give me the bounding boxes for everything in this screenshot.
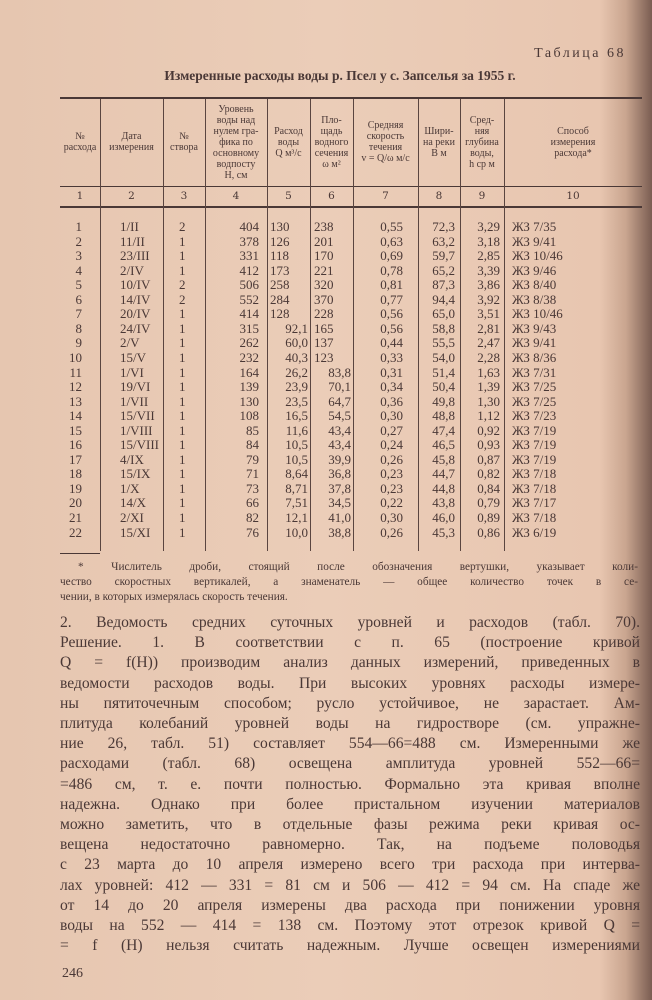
body-line: Q = f(H)) производим анализ данных измерений, приведенных в	[60, 654, 640, 672]
table-cell: 51,4	[432, 364, 455, 380]
table-row	[60, 366, 642, 381]
table-cell: 1	[179, 335, 186, 351]
table-cell: 0,79	[477, 495, 500, 511]
table-cell: ЖЗ 7/19	[512, 451, 557, 467]
table-cell: 2/IV	[120, 262, 144, 278]
table-cell: 23,5	[285, 393, 308, 409]
table-row	[60, 467, 642, 482]
table-cell: 64,7	[328, 393, 351, 409]
table-cell: 258	[270, 277, 290, 293]
table-cell: 2	[179, 291, 186, 307]
column-number: 9	[478, 190, 486, 202]
table-cell: 201	[314, 233, 334, 249]
column-number: 6	[328, 190, 335, 202]
table-cell: 506	[239, 277, 259, 293]
table-row	[60, 351, 642, 366]
column-header: Средняя скорость течения v = Q/ω м/с	[361, 120, 410, 164]
table-cell: 15/IX	[120, 466, 151, 482]
table-cell: 0,86	[477, 524, 500, 540]
table-cell: 8,64	[285, 466, 308, 482]
table-cell: 14	[69, 408, 82, 424]
table-cell: 83,8	[328, 364, 351, 380]
table-cell: 3,86	[477, 277, 500, 293]
table-cell: 43,4	[328, 437, 351, 453]
table-cell: 3	[75, 248, 82, 264]
table-cell: 45,3	[432, 524, 455, 540]
table-cell: 3,92	[477, 291, 500, 307]
table-cell: 58,8	[432, 320, 455, 336]
table-bottom-rule	[60, 553, 100, 554]
table-cell: 2,85	[477, 248, 500, 264]
table-cell: 1	[179, 364, 186, 380]
body-line: лах уровней: 412 — 331 = 81 см и 506 — 412 = 94 см. На спаде же	[60, 876, 640, 894]
table-row	[60, 511, 642, 526]
table-row	[60, 336, 642, 351]
table-cell: 0,33	[380, 349, 403, 365]
number-row-rule	[60, 206, 642, 208]
table-cell: 16,5	[285, 408, 308, 424]
table-cell: 126	[270, 233, 290, 249]
table-cell: 10,5	[285, 451, 308, 467]
table-cell: 15/V	[120, 349, 146, 365]
table-cell: 2,47	[477, 335, 500, 351]
column-number: 7	[382, 190, 389, 202]
table-cell: 15	[69, 422, 82, 438]
table-cell: 84	[246, 437, 259, 453]
table-cell: 34,5	[328, 495, 351, 511]
table-cell: 72,3	[432, 219, 455, 234]
table-cell: 23/III	[120, 248, 150, 264]
table-cell: 0,77	[380, 291, 403, 307]
table-cell: 12	[69, 379, 82, 395]
table-row	[60, 307, 642, 322]
table-cell: 0,55	[380, 219, 403, 234]
table-cell: 1,30	[477, 393, 500, 409]
table-cell: 130	[270, 219, 290, 234]
table-cell: 1/VII	[120, 393, 149, 409]
table-cell: 2,81	[477, 320, 500, 336]
table-row	[60, 395, 642, 410]
table-cell: 20/IV	[120, 306, 151, 322]
table-cell: 137	[314, 335, 334, 351]
body-line: ние 26, табл. 51) составляет 554—66=488 см. Измеренными же	[60, 735, 640, 753]
table-cell: 13	[69, 393, 82, 409]
table-cell: 0,30	[380, 510, 403, 525]
table-cell: ЖЗ 7/25	[512, 379, 557, 395]
table-cell: 0,89	[477, 510, 500, 525]
table-cell: 1/X	[120, 480, 140, 496]
table-cell: 0,56	[380, 306, 403, 322]
table-cell: ЖЗ 7/18	[512, 466, 557, 482]
table-row	[60, 424, 642, 439]
table-cell: 20	[69, 495, 82, 511]
table-cell: 2,28	[477, 349, 500, 365]
table-cell: 1	[179, 379, 186, 395]
table-cell: ЖЗ 7/17	[512, 495, 557, 511]
table-cell: ЖЗ 7/18	[512, 480, 557, 496]
table-cell: 37,8	[328, 480, 351, 496]
table-cell: 76	[246, 524, 259, 540]
body-line: = f (H) нельзя считать надежным. Лучше освещен измерениями	[60, 937, 640, 955]
table-cell: 1	[179, 524, 186, 540]
table-cell: 0,27	[380, 422, 403, 438]
table-cell: 0,30	[380, 408, 403, 424]
table-cell: 2/XI	[120, 510, 144, 525]
table-cell: 331	[239, 248, 259, 264]
table-cell: 73	[246, 480, 259, 496]
table-cell: 39,9	[328, 451, 351, 467]
table-cell: 320	[314, 277, 334, 293]
table-row	[60, 438, 642, 453]
table-cell: 170	[314, 248, 334, 264]
body-line: ны пятиточечным способом; русло устойчивое, не зарастает. Ам-	[60, 694, 640, 712]
table-cell: 49,8	[432, 393, 455, 409]
table-cell: 221	[314, 262, 334, 278]
table-cell: 1	[179, 408, 186, 424]
body-line: можно заметить, что в отдельные фазы режима реки кривая ос-	[60, 816, 640, 834]
body-line: воды на 552 — 414 = 138 см. Поэтому этот отрезок кривой Q =	[60, 917, 640, 935]
table-cell: 47,4	[432, 422, 455, 438]
table-cell: 232	[239, 349, 259, 365]
table-row	[60, 278, 642, 293]
table-cell: ЖЗ 7/25	[512, 393, 557, 409]
table-cell: 123	[314, 349, 334, 365]
table-cell: 10/IV	[120, 277, 151, 293]
column-number: 10	[566, 190, 580, 202]
column-number: 5	[285, 190, 292, 202]
table-cell: 11	[69, 364, 82, 380]
table-cell: 94,4	[432, 291, 455, 307]
body-text	[60, 613, 640, 956]
column-header: Шири- на реки B м	[423, 125, 455, 159]
table-cell: 82	[246, 510, 259, 525]
table-cell: 0,26	[380, 451, 403, 467]
table-cell: 1	[179, 451, 186, 467]
table-cell: 1	[179, 422, 186, 438]
table-cell: 44,8	[432, 480, 455, 496]
table-cell: 15/VIII	[120, 437, 159, 453]
table-cell: 0,26	[380, 524, 403, 540]
table-cell: 414	[239, 306, 259, 322]
table-cell: 3,39	[477, 262, 500, 278]
table-row	[60, 220, 642, 235]
table-cell: 43,8	[432, 495, 455, 511]
table-cell: 65,2	[432, 262, 455, 278]
table-cell: 54,0	[432, 349, 455, 365]
table-cell: 14/X	[120, 495, 146, 511]
table-cell: 1,39	[477, 379, 500, 395]
footnote-line: чество скоростных вертикалей, а знаменатель — общее количество точек в се-	[60, 576, 638, 588]
table-cell: 8	[75, 320, 82, 336]
table-cell: ЖЗ 7/19	[512, 437, 557, 453]
table-cell: 45,8	[432, 451, 455, 467]
table-cell: 41,0	[328, 510, 351, 525]
table-cell: 38,8	[328, 524, 351, 540]
table-cell: 5	[75, 277, 82, 293]
table-cell: 238	[314, 219, 334, 234]
table-cell: 7,51	[285, 495, 308, 511]
body-line: плитуда колебаний уровней воды на гидростворе (см. упражне-	[60, 715, 640, 733]
table-cell: 2	[75, 233, 82, 249]
table-cell: 1	[179, 393, 186, 409]
table-row	[60, 496, 642, 511]
column-header: Дата измерения	[109, 131, 154, 153]
table-cell: 48,8	[432, 408, 455, 424]
table-cell: 3,51	[477, 306, 500, 322]
body-line: надежна. Однако при более пристальном изучении материалов	[60, 795, 640, 813]
table-cell: 71	[246, 466, 259, 482]
table-cell: ЖЗ 7/23	[512, 408, 557, 424]
table-cell: 46,5	[432, 437, 455, 453]
table-cell: 40,3	[285, 349, 308, 365]
table-cell: 19/VI	[120, 379, 151, 395]
table-row	[60, 235, 642, 250]
table-row	[60, 322, 642, 337]
table-cell: 1	[179, 306, 186, 322]
table-cell: 23,9	[285, 379, 308, 395]
column-number: 8	[435, 190, 443, 202]
table-cell: 2/V	[120, 335, 140, 351]
column-number: 3	[180, 190, 188, 202]
table-row	[60, 380, 642, 395]
body-line: расходами (табл. 68) освещена амплитуда уровней 552—66=	[60, 755, 640, 773]
table-cell: 0,31	[380, 364, 403, 380]
table-cell: 8,71	[285, 480, 308, 496]
table-cell: 378	[239, 233, 259, 249]
table-cell: 24/IV	[120, 320, 151, 336]
body-line: =486 см, т. е. почти полностью. Формально эта кривая вполне	[60, 775, 640, 793]
column-header: Сред- няя глубина воды, h ср м	[465, 114, 499, 170]
table-cell: 17	[69, 451, 82, 467]
table-cell: 0,23	[380, 466, 403, 482]
table-cell: ЖЗ 8/36	[512, 349, 557, 365]
table-cell: 26,2	[285, 364, 308, 380]
body-line: от 14 до 20 апреля измерены два расхода при понижении уровня	[60, 896, 640, 914]
table-cell: 85	[246, 422, 259, 438]
column-number: 4	[232, 190, 240, 202]
table-cell: 6	[75, 291, 82, 307]
table-cell: 1	[179, 262, 186, 278]
table-cell: 55,5	[432, 335, 455, 351]
table-cell: 0,44	[380, 335, 403, 351]
discharge-table	[60, 97, 642, 555]
table-cell: 22	[69, 524, 82, 540]
table-cell: 66	[246, 495, 259, 511]
table-row	[60, 264, 642, 279]
column-header: Способ измерения расхода*	[550, 125, 596, 159]
table-cell: 228	[314, 306, 334, 322]
table-cell: ЖЗ 7/35	[512, 219, 557, 234]
table-cell: 10,5	[285, 437, 308, 453]
table-cell: 0,78	[380, 262, 403, 278]
table-cell: 164	[239, 364, 259, 380]
table-cell: 60,0	[285, 335, 308, 351]
table-cell: 63,2	[432, 233, 455, 249]
table-cell: ЖЗ 9/41	[512, 233, 557, 249]
table-cell: 70,1	[328, 379, 351, 395]
table-cell: 0,82	[477, 466, 500, 482]
table-cell: 108	[239, 408, 259, 424]
table-cell: 87,3	[432, 277, 455, 293]
table-row	[60, 409, 642, 424]
table-cell: 2	[179, 219, 186, 234]
table-cell: 370	[314, 291, 334, 307]
table-cell: ЖЗ 7/19	[512, 422, 557, 438]
table-cell: ЖЗ 7/18	[512, 510, 557, 525]
table-cell: 284	[270, 291, 290, 307]
table-cell: 7	[75, 306, 82, 322]
page-number: 246	[62, 966, 83, 981]
table-cell: 0,84	[477, 480, 500, 496]
table-cell: 165	[314, 320, 334, 336]
table-cell: 1	[179, 480, 186, 496]
table-label: Таблица 68	[534, 46, 626, 61]
table-cell: 118	[270, 248, 290, 264]
column-header: № расхода	[63, 131, 97, 153]
table-cell: ЖЗ 8/40	[512, 277, 557, 293]
table-row	[60, 249, 642, 264]
table-cell: ЖЗ 9/46	[512, 262, 557, 278]
table-cell: ЖЗ 8/38	[512, 291, 557, 307]
table-cell: 128	[270, 306, 290, 322]
column-number: 1	[76, 190, 84, 202]
table-cell: 1	[179, 248, 186, 264]
column-header: Расход воды Q м³/с	[274, 125, 303, 159]
table-cell: ЖЗ 10/46	[512, 248, 563, 264]
table-cell: 59,7	[432, 248, 455, 264]
table-cell: 15/VII	[120, 408, 155, 424]
table-cell: 9	[75, 335, 82, 351]
table-cell: 19	[69, 480, 82, 496]
table-cell: 15/XI	[120, 524, 151, 540]
table-cell: 2	[179, 277, 186, 293]
table-cell: 1	[179, 510, 186, 525]
table-row	[60, 526, 642, 541]
table-cell: 1/VI	[120, 364, 144, 380]
table-cell: 11,6	[285, 422, 308, 438]
table-cell: 0,92	[477, 422, 500, 438]
table-cell: 0,87	[477, 451, 500, 467]
table-cell: 11/II	[120, 233, 145, 249]
table-cell: 21	[69, 510, 82, 525]
table-cell: 36,8	[328, 466, 351, 482]
table-cell: 12,1	[285, 510, 308, 525]
footnote-line: * Числитель дроби, стоящий после обозначения вертушки, указывает коли-	[78, 561, 638, 573]
table-cell: 16	[69, 437, 82, 453]
column-header: Пло- щадь водного сечения ω м²	[314, 114, 349, 170]
table-cell: 10	[69, 349, 82, 365]
table-cell: 65,0	[432, 306, 455, 322]
table-cell: 44,7	[432, 466, 455, 482]
table-cell: 18	[69, 466, 82, 482]
body-line: Решение. 1. В соответствии с п. 65 (построение кривой	[60, 634, 640, 652]
table-cell: 0,24	[380, 437, 403, 453]
table-cell: 404	[239, 219, 259, 234]
table-cell: 552	[239, 291, 259, 307]
table-cell: 262	[239, 335, 259, 351]
table-cell: ЖЗ 9/43	[512, 320, 557, 336]
table-cell: 0,22	[380, 495, 403, 511]
table-cell: 46,0	[432, 510, 455, 525]
body-line: ведомости расходов воды. При высоких уровнях расходы измере-	[60, 674, 640, 692]
table-row	[60, 482, 642, 497]
table-cell: 1	[179, 320, 186, 336]
table-cell: 1,63	[477, 364, 500, 380]
column-header: Уровень воды над нулем гра- фика по основному водпосту H, см	[212, 103, 260, 181]
table-cell: 4/IX	[120, 451, 144, 467]
footnote-line: чении, в которых измерялась скорость течения.	[60, 591, 288, 603]
table-cell: ЖЗ 6/19	[512, 524, 557, 540]
table-cell: 1,12	[477, 408, 500, 424]
table-cell: 173	[270, 262, 290, 278]
table-cell: 10,0	[285, 524, 308, 540]
table-cell: ЖЗ 9/41	[512, 335, 557, 351]
table-cell: 4	[75, 262, 82, 278]
table-row	[60, 293, 642, 308]
table-cell: 14/IV	[120, 291, 151, 307]
table-cell: 0,34	[380, 379, 403, 395]
table-cell: 1	[179, 437, 186, 453]
table-cell: 0,63	[380, 233, 403, 249]
table-cell: 139	[239, 379, 259, 395]
table-footnote	[60, 560, 638, 605]
table-cell: 0,36	[380, 393, 403, 409]
body-line: с 23 марта до 10 апреля измерено всего три расхода при интерва-	[60, 856, 640, 874]
column-header: № створa	[170, 131, 198, 153]
table-cell: 92,1	[285, 320, 308, 336]
table-cell: 0,23	[380, 480, 403, 496]
table-cell: 1/II	[120, 219, 139, 234]
table-cell: 1	[179, 233, 186, 249]
table-cell: 79	[246, 451, 259, 467]
table-cell: 0,81	[380, 277, 403, 293]
table-cell: 50,4	[432, 379, 455, 395]
table-cell: 0,93	[477, 437, 500, 453]
body-line: 2. Ведомость средних суточных уровней и расходов (табл. 70).	[60, 614, 640, 631]
table-cell: ЖЗ 10/46	[512, 306, 563, 322]
table-cell: 1	[179, 349, 186, 365]
table-cell: 43,4	[328, 422, 351, 438]
table-cell: 1/VIII	[120, 422, 153, 438]
table-cell: 0,56	[380, 320, 403, 336]
table-title: Измеренные расходы воды р. Псел у с. Запселья за 1955 г.	[164, 68, 516, 83]
table-cell: 54,5	[328, 408, 351, 424]
table-row	[60, 453, 642, 468]
body-line: вещена недостаточно равномерно. Так, на подъеме половодья	[60, 836, 640, 854]
table-cell: 130	[239, 393, 259, 409]
table-cell: 1	[75, 219, 82, 234]
column-number: 2	[128, 190, 135, 202]
table-cell: 412	[239, 262, 259, 278]
table-cell: ЖЗ 7/31	[512, 364, 557, 380]
table-cell: 3,29	[477, 219, 500, 234]
table-cell: 1	[179, 466, 186, 482]
table-cell: 3,18	[477, 233, 500, 249]
table-cell: 0,69	[380, 248, 403, 264]
table-cell: 315	[239, 320, 259, 336]
table-cell: 1	[179, 495, 186, 511]
